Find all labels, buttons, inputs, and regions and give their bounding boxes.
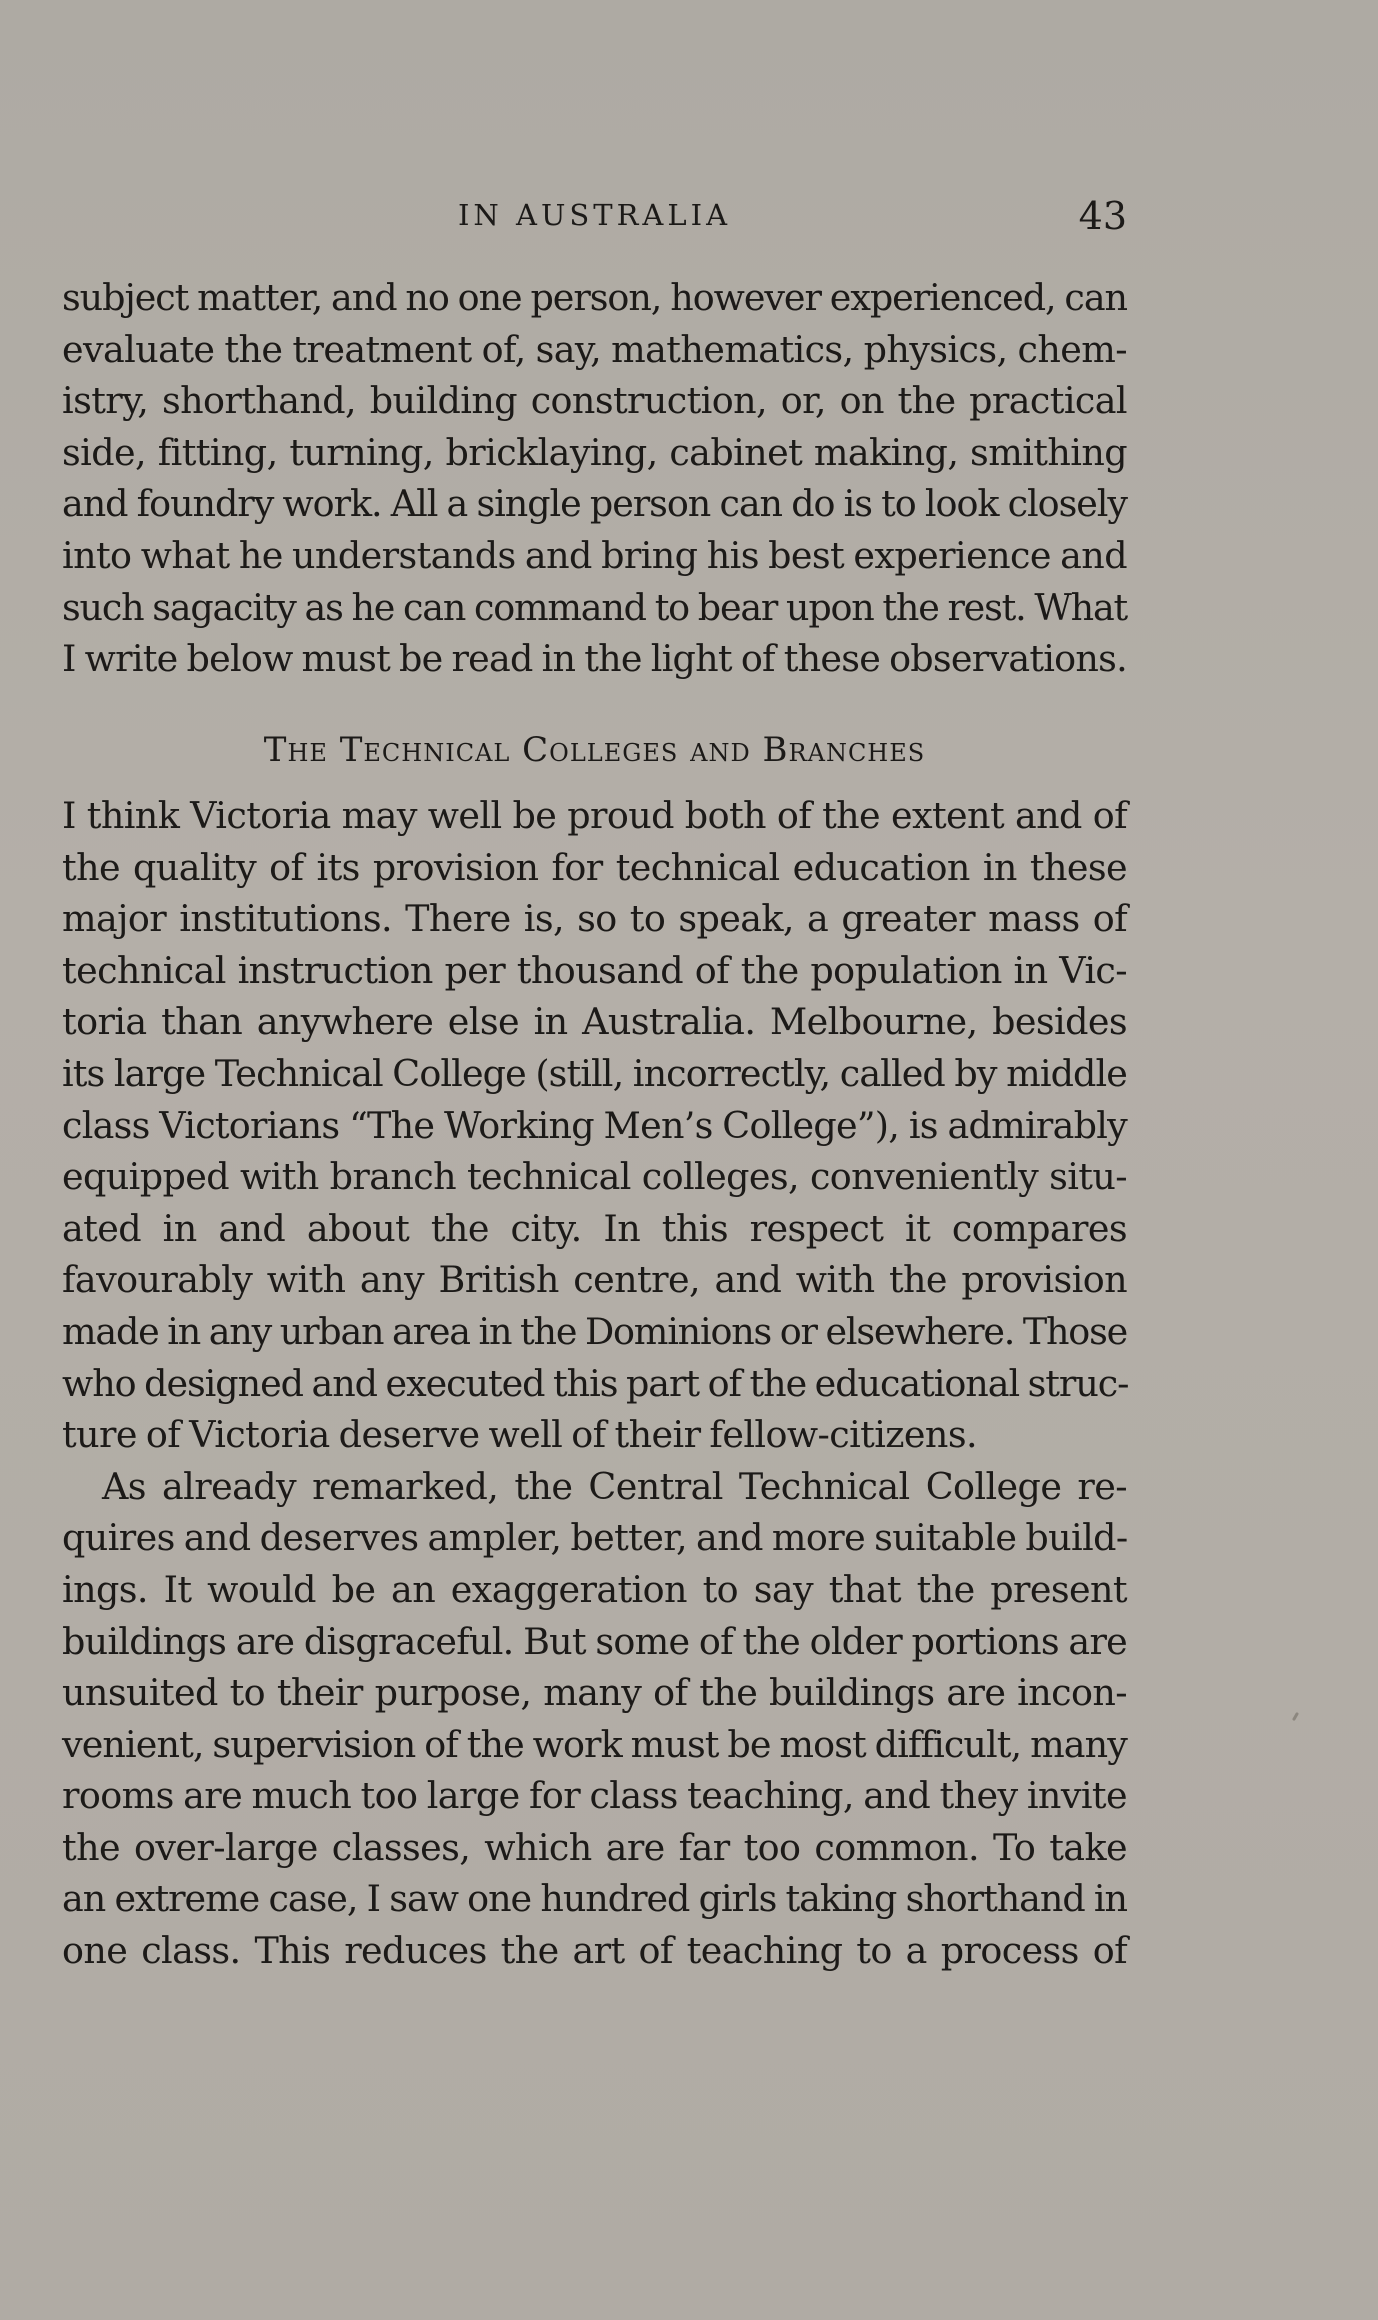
text-line: venient, supervision of the work must be most difficult, many <box>62 1722 1127 1766</box>
text-line: class Victorians “The Working Men’s College”), is admirably <box>62 1103 1127 1147</box>
text-line: equipped with branch technical colleges, conveniently situ- <box>62 1155 1127 1199</box>
text-line: an extreme case, I saw one hundred girls taking shorthand in <box>62 1877 1127 1921</box>
text-line: ated in and about the city. In this respect it compares <box>62 1206 1127 1250</box>
paragraph-2 <box>62 790 1127 1977</box>
text-line: I write below must be read in the light of these observations. <box>62 637 1127 681</box>
text-line: who designed and executed this part of the educational struc- <box>62 1361 1129 1405</box>
text-line: istry, shorthand, building construction, or, on the practical <box>62 379 1127 423</box>
text-line: toria than anywhere else in Australia. Melbourne, besides <box>62 1000 1127 1044</box>
text-line: the over-large classes, which are far too common. To take <box>62 1825 1127 1869</box>
text-line: favourably with any British centre, and with the provision <box>62 1258 1127 1302</box>
section-heading: The Technical Colleges and Branches <box>263 730 926 770</box>
page-number: 43 <box>1078 194 1127 238</box>
text-line: ings. It would be an exaggeration to say that the present <box>62 1567 1127 1611</box>
text-line: unsuited to their purpose, many of the buildings are incon- <box>62 1671 1127 1715</box>
text-line: its large Technical College (still, incorrectly, called by middle <box>62 1051 1127 1095</box>
text-line: evaluate the treatment of, say, mathematics, physics, chem- <box>62 327 1127 371</box>
text-line: side, fitting, turning, bricklaying, cabinet making, smithing <box>62 430 1127 474</box>
text-line: made in any urban area in the Dominions or elsewhere. Those <box>62 1309 1127 1353</box>
text-line: rooms are much too large for class teaching, and they invite <box>62 1774 1127 1818</box>
text-line: major institutions. There is, so to speak, a greater mass of <box>62 897 1127 941</box>
paragraph-1 <box>62 272 1127 685</box>
text-line: one class. This reduces the art of teaching to a process of <box>62 1929 1127 1973</box>
text-line: I think Victoria may well be proud both of the extent and of <box>62 794 1127 837</box>
text-line: into what he understands and bring his best experience and <box>62 533 1127 577</box>
text-line: quires and deserves ampler, better, and more suitable build- <box>62 1516 1128 1560</box>
paper-speck <box>1292 1712 1299 1721</box>
text-line: subject matter, and no one person, however experienced, can <box>62 276 1127 319</box>
text-line: buildings are disgraceful. But some of the older portions are <box>62 1619 1127 1663</box>
text-line: and foundry work. All a single person can do is to look closely <box>62 482 1127 526</box>
running-head <box>62 190 1127 250</box>
text-line: technical instruction per thousand of the population in Vic- <box>62 948 1127 992</box>
running-title: IN AUSTRALIA <box>457 198 732 232</box>
text-line: ture of Victoria deserve well of their fellow-citizens. <box>62 1413 977 1457</box>
text-line: As already remarked, the Central Technical College re- <box>102 1464 1127 1508</box>
text-line: such sagacity as he can command to bear upon the rest. What <box>62 585 1127 629</box>
text-line: the quality of its provision for technical education in these <box>62 845 1127 889</box>
